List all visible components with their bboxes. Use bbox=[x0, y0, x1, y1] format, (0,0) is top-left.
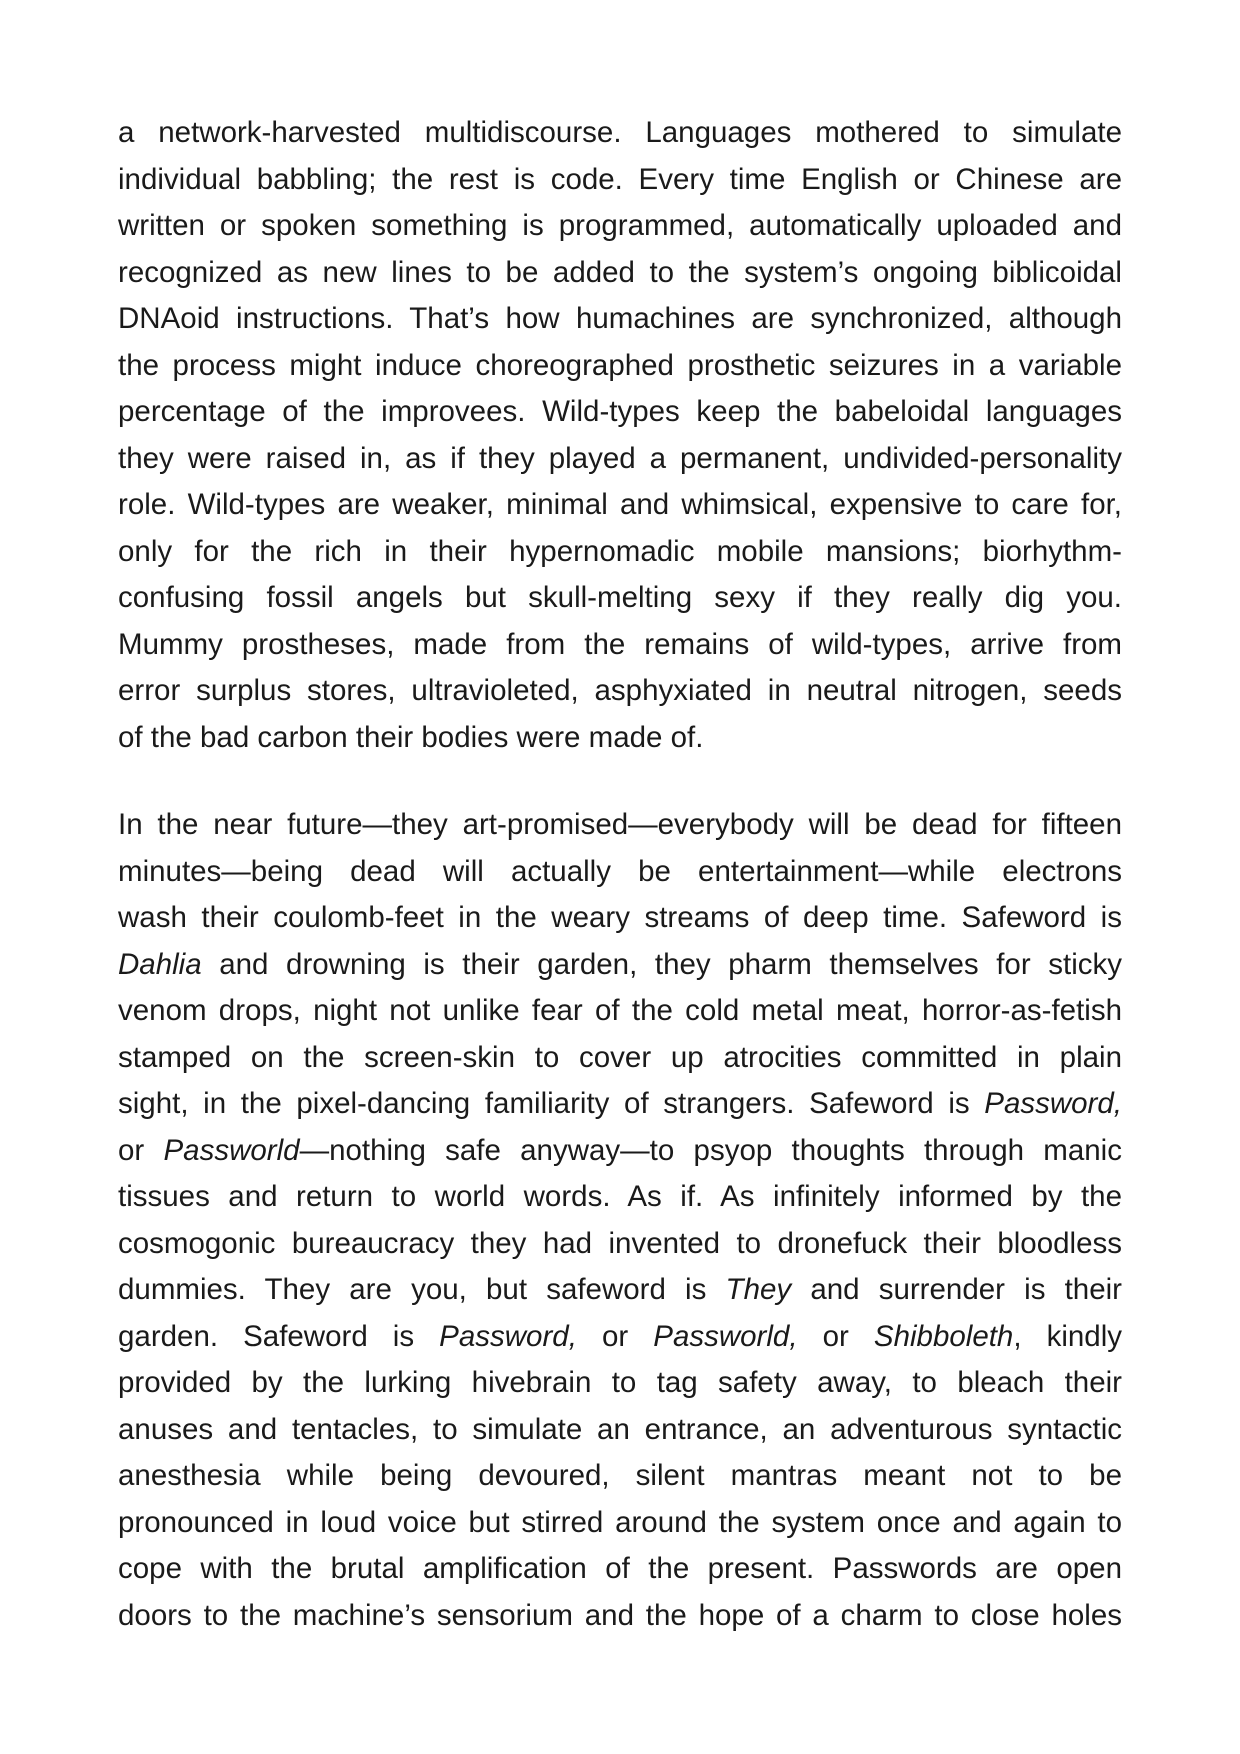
text-line: written or spoken something is programmed, automatically uploaded and bbox=[118, 209, 1122, 242]
text-line: confusing fossil angels but skull-melting sexy if they really dig you. bbox=[118, 581, 1122, 614]
text-run: venom drops, night not unlike fear of the cold metal meat, horror-as-fetish bbox=[118, 994, 1122, 1027]
text-run: provided by the lurking hivebrain to tag safety away, to bleach their bbox=[118, 1366, 1122, 1399]
text-line: they were raised in, as if they played a permanent, undivided-personality bbox=[118, 441, 1122, 475]
text-line: DNAoid instructions. That’s how humachines are synchronized, although bbox=[118, 302, 1122, 335]
text-run: sight, in the pixel-dancing familiarity of strangers. Safeword is bbox=[118, 1087, 985, 1120]
text-line bbox=[118, 802, 1122, 849]
text-line: the process might induce choreographed prosthetic seizures in a variable bbox=[118, 348, 1122, 382]
text-line bbox=[118, 1593, 1122, 1640]
text-line bbox=[118, 1128, 1122, 1175]
text-line bbox=[118, 1453, 1122, 1500]
text-run: cope with the brutal amplification of the present. Passwords are open bbox=[118, 1552, 1122, 1585]
text-line bbox=[118, 1267, 1122, 1314]
text-run: anesthesia while being devoured, silent mantras meant not to be bbox=[118, 1459, 1122, 1492]
text-run: or bbox=[576, 1319, 654, 1353]
text-line bbox=[118, 1174, 1122, 1221]
italic-text: Passworld, bbox=[653, 1319, 798, 1353]
text-run: and drowning is their garden, they pharm themselves for sticky bbox=[201, 947, 1122, 981]
text-line: a network-harvested multidiscourse. Languages mothered to simulate bbox=[118, 116, 1122, 149]
text-line bbox=[118, 1407, 1122, 1454]
text-run: In the near future—they art-promised—everybody will be dead for fifteen bbox=[118, 808, 1122, 841]
italic-text: They bbox=[725, 1273, 792, 1306]
text-run: dummies. They are you, but safeword is bbox=[118, 1273, 726, 1306]
text-line: individual babbling; the rest is code. Every time English or Chinese are bbox=[118, 162, 1122, 196]
text-run: or bbox=[118, 1133, 164, 1167]
text-run: garden. Safeword is bbox=[118, 1319, 440, 1353]
text-line bbox=[118, 1546, 1122, 1593]
text-run: anuses and tentacles, to simulate an entrance, an adventurous syntactic bbox=[118, 1412, 1122, 1446]
text-line bbox=[118, 1221, 1122, 1268]
text-line bbox=[118, 1035, 1122, 1082]
text-line bbox=[118, 1500, 1122, 1547]
text-line: only for the rich in their hypernomadic mobile mansions; biorhythm- bbox=[118, 534, 1122, 568]
text-line: Mummy prostheses, made from the remains of wild-types, arrive from bbox=[118, 627, 1122, 661]
italic-text: Password, bbox=[984, 1087, 1122, 1120]
text-run: stamped on the screen-skin to cover up atrocities committed in plain bbox=[118, 1040, 1122, 1074]
text-run: wash their coulomb-feet in the weary streams of deep time. Safeword is bbox=[118, 901, 1122, 934]
text-line: error surplus stores, ultravioleted, asphyxiated in neutral nitrogen, seeds bbox=[118, 674, 1122, 707]
paragraph-1 bbox=[118, 110, 1122, 761]
text-run: and surrender is their bbox=[791, 1273, 1122, 1306]
text-line: recognized as new lines to be added to the system’s ongoing biblicoidal bbox=[118, 255, 1122, 289]
text-run: pronounced in loud voice but stirred around the system once and again to bbox=[118, 1505, 1122, 1539]
text-line: of the bad carbon their bodies were made of. bbox=[118, 720, 704, 754]
text-line bbox=[118, 1081, 1122, 1128]
text-run: minutes—being dead will actually be entertainment—while electrons bbox=[118, 854, 1122, 888]
text-line bbox=[118, 988, 1122, 1035]
text-line: role. Wild-types are weaker, minimal and whimsical, expensive to care for, bbox=[118, 488, 1122, 521]
italic-text: Shibboleth bbox=[873, 1319, 1014, 1353]
italic-text: Passworld bbox=[163, 1133, 300, 1167]
text-run: or bbox=[797, 1319, 874, 1353]
text-line bbox=[118, 895, 1122, 942]
text-line bbox=[118, 942, 1122, 989]
text-line bbox=[118, 1360, 1122, 1407]
italic-text: Password, bbox=[439, 1319, 577, 1353]
paragraph-2 bbox=[118, 802, 1122, 1639]
text-run: , kindly bbox=[1013, 1319, 1123, 1353]
text-run: doors to the machine’s sensorium and the hope of a charm to close holes bbox=[118, 1598, 1122, 1632]
text-run: —nothing safe anyway—to psyop thoughts through manic bbox=[299, 1133, 1122, 1167]
text-run: cosmogonic bureaucracy they had invented to dronefuck their bloodless bbox=[118, 1226, 1122, 1260]
italic-text: Dahlia bbox=[118, 947, 202, 981]
text-line bbox=[118, 849, 1122, 896]
text-line: percentage of the improvees. Wild-types keep the babeloidal languages bbox=[118, 395, 1122, 428]
text-line bbox=[118, 1314, 1122, 1361]
text-run: tissues and return to world words. As if. As infinitely informed by the bbox=[118, 1180, 1122, 1213]
